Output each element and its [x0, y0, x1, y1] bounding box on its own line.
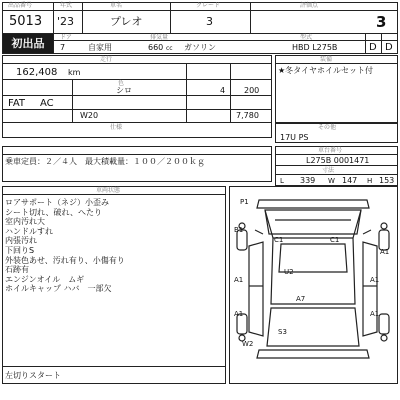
- condition-line: シート切れ、破れ、へたり: [5, 207, 102, 217]
- chassis-label: 車台番号: [318, 147, 343, 154]
- damage-mark: C1: [330, 236, 340, 244]
- damage-mark: A1: [234, 310, 244, 318]
- damage-mark: A1: [370, 310, 380, 318]
- condition-line: ホイルキャップ ハバ 一部欠: [5, 284, 112, 294]
- body-color: シロ: [116, 86, 132, 95]
- damage-mark: P1: [240, 198, 249, 206]
- color-code: W20: [80, 111, 99, 120]
- car-name-label: 車名: [110, 2, 123, 9]
- spec-label: 仕様: [110, 124, 123, 131]
- condition-line: 下回りS: [5, 245, 35, 255]
- condition-line: 外装色あせ、汚れ有り、小傷有り: [5, 255, 125, 265]
- damage-mark: U2: [284, 268, 294, 276]
- lot-label: 出品番号: [8, 2, 33, 9]
- equipment-extra: 17U PS: [280, 133, 309, 142]
- exterior-grade: D: [385, 42, 393, 53]
- damage-mark: W2: [242, 340, 254, 348]
- condition-list: [5, 198, 223, 294]
- other-value: 7,780: [236, 111, 259, 120]
- chassis-number: L275B 0001471: [306, 156, 370, 165]
- color-label: 色: [118, 80, 125, 87]
- seat-count: 4: [220, 86, 226, 95]
- damage-mark: A1: [380, 248, 390, 256]
- grade-label: グレード: [196, 2, 221, 9]
- height-value: 153: [379, 176, 395, 185]
- doors-label: ドア: [60, 34, 72, 41]
- first-listing-badge: 初出品: [3, 34, 53, 53]
- condition-line: 内張汚れ: [5, 236, 37, 246]
- car-damage-diagram: [229, 186, 398, 384]
- length-label: L: [280, 177, 284, 185]
- year-label: 年式: [60, 2, 73, 9]
- mileage-unit: km: [68, 68, 81, 77]
- grade: 3: [206, 15, 213, 28]
- damage-mark: C1: [274, 236, 284, 244]
- equipment-label: 装備: [320, 56, 333, 63]
- lot-number: 5013: [9, 14, 43, 29]
- length-value: 339: [300, 176, 316, 185]
- equipment-note: ★冬タイヤホイルセット付: [278, 66, 374, 75]
- transmission: FAT: [8, 98, 26, 109]
- damage-mark: B1: [234, 226, 244, 234]
- type-label: 型式: [300, 34, 313, 41]
- damage-mark: A1: [370, 276, 380, 284]
- displacement: 660: [148, 43, 164, 52]
- use-type: 自家用: [88, 43, 112, 52]
- car-name: プレオ: [110, 15, 143, 28]
- cc-label: 排気量: [150, 34, 169, 41]
- model-code: HBD L275B: [292, 43, 338, 52]
- other-label: その他: [318, 124, 337, 131]
- condition-footer: 左切りスタート: [5, 371, 61, 380]
- air-conditioner: AC: [40, 98, 54, 109]
- displacement-unit: cc: [166, 45, 173, 52]
- condition-line: 石跡有: [5, 265, 29, 275]
- fuel-type: ガソリン: [184, 43, 216, 52]
- condition-line: 室内汚れ大: [5, 217, 45, 227]
- condition-line: ハンドルすれ: [5, 226, 53, 236]
- door-count: 7: [60, 43, 66, 52]
- height-label: H: [367, 177, 373, 185]
- damage-mark: A1: [234, 276, 244, 284]
- damage-mark: S3: [278, 328, 287, 336]
- condition-line: ロアサポート（ネジ）小歪み: [5, 198, 109, 207]
- mileage-value: 162,408: [16, 67, 58, 78]
- score-label: 評価点: [300, 2, 319, 9]
- mileage-label: 走行: [100, 56, 113, 63]
- model-year: '23: [57, 15, 75, 28]
- condition-label: 車両状態: [96, 187, 121, 194]
- auction-score: 3: [376, 13, 387, 31]
- dimension-label: 寸法: [322, 167, 335, 174]
- load-capacity: 200: [244, 86, 260, 95]
- damage-mark: A7: [296, 295, 306, 303]
- capacity-text: 乗車定員：２／４人 最大積載量：１００／２００ｋｇ: [5, 157, 205, 166]
- width-label: W: [328, 177, 335, 185]
- interior-grade: D: [369, 42, 377, 53]
- width-value: 147: [342, 176, 358, 185]
- condition-line: エンジンオイル ムギ: [5, 274, 85, 284]
